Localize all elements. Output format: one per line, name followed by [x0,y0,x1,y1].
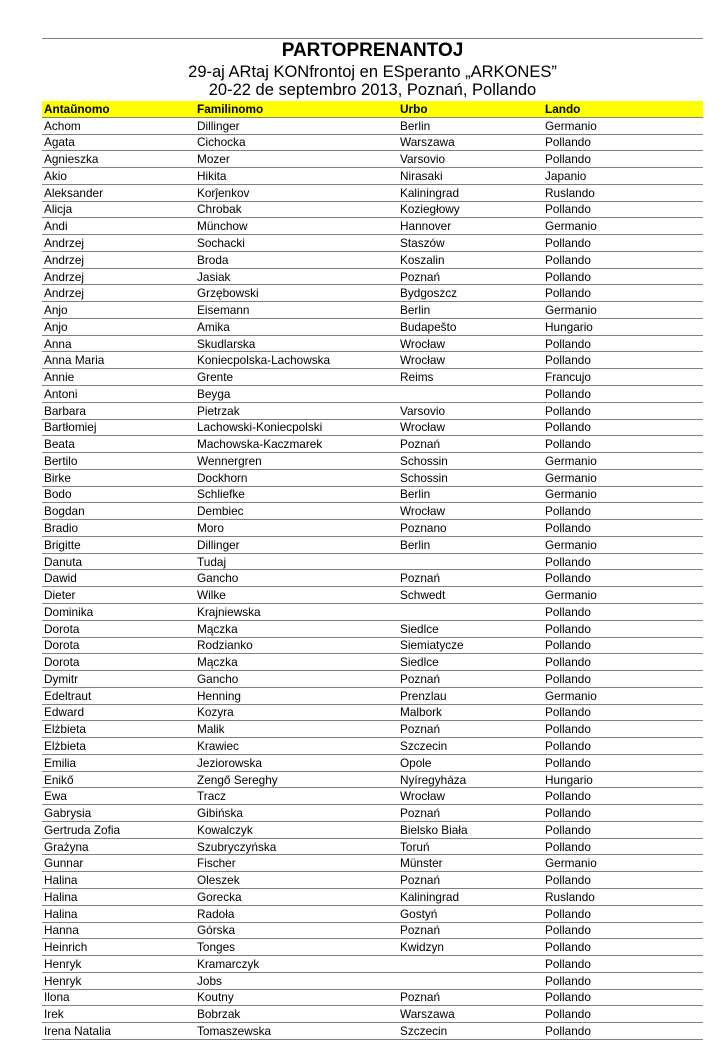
last-name-cell: Beyga [195,386,398,403]
table-row [42,821,703,838]
last-name-cell: Tomaszewska [195,1023,398,1040]
city-cell: Siedlce [398,620,543,637]
first-name-cell: Ilona [42,989,195,1006]
first-name-cell: Andrzej [42,251,195,268]
last-name-cell: Lachowski-Koniecpolski [195,419,398,436]
first-name-cell: Ewa [42,788,195,805]
table-row [42,620,703,637]
first-name-cell: Irek [42,1006,195,1023]
table-row [42,888,703,905]
city-cell: Varsovio [398,402,543,419]
city-cell: Wrocław [398,419,543,436]
city-cell: Siedlce [398,654,543,671]
table-row [42,218,703,235]
last-name-cell: Jobs [195,972,398,989]
table-row [42,738,703,755]
last-name-cell: Gibińska [195,805,398,822]
table-row [42,687,703,704]
country-cell: Germanio [543,687,703,704]
last-name-cell: Pietrzak [195,402,398,419]
last-name-cell: Kozyra [195,704,398,721]
table-row [42,1006,703,1023]
first-name-cell: Halina [42,872,195,889]
country-cell: Hungario [543,318,703,335]
first-name-cell: Anna Maria [42,352,195,369]
last-name-cell: Schliefke [195,486,398,503]
last-name-cell: Dembiec [195,503,398,520]
city-cell [398,972,543,989]
city-cell: Poznań [398,805,543,822]
table-row [42,587,703,604]
last-name-cell: Amika [195,318,398,335]
table-row [42,251,703,268]
top-rule [42,38,703,39]
first-name-cell: Andrzej [42,235,195,252]
country-cell: Pollando [543,671,703,688]
table-row [42,956,703,973]
first-name-cell: Agnieszka [42,151,195,168]
city-cell: Poznań [398,671,543,688]
first-name-cell: Dymitr [42,671,195,688]
country-cell: Pollando [543,134,703,151]
country-cell: Ruslando [543,184,703,201]
city-cell: Schossin [398,469,543,486]
country-cell: Germanio [543,218,703,235]
country-cell: Pollando [543,972,703,989]
table-row [42,201,703,218]
country-cell: Pollando [543,503,703,520]
city-cell: Gostyń [398,905,543,922]
last-name-cell: Dillinger [195,117,398,134]
last-name-cell: Gancho [195,570,398,587]
last-name-cell: Górska [195,922,398,939]
country-cell: Germanio [543,486,703,503]
first-name-cell: Bertilo [42,453,195,470]
first-name-cell: Bradio [42,520,195,537]
city-cell: Poznano [398,520,543,537]
first-name-cell: Hanna [42,922,195,939]
first-name-cell: Edeltraut [42,687,195,704]
country-cell: Japanio [543,168,703,185]
country-cell: Pollando [543,956,703,973]
last-name-cell: Malik [195,721,398,738]
city-cell: Berlin [398,117,543,134]
city-cell: Budapešto [398,318,543,335]
first-name-cell: Henryk [42,972,195,989]
country-cell: Pollando [543,654,703,671]
city-cell: Koszalin [398,251,543,268]
city-cell: Varsovio [398,151,543,168]
participant-rows [42,117,703,1039]
last-name-cell: Eisemann [195,302,398,319]
city-cell: Malbork [398,704,543,721]
table-row [42,486,703,503]
first-name-cell: Barbara [42,402,195,419]
table-row [42,671,703,688]
city-cell: Staszów [398,235,543,252]
last-name-cell: Oleszek [195,872,398,889]
country-cell: Germanio [543,117,703,134]
table-row [42,1023,703,1040]
city-cell: Koziegłowy [398,201,543,218]
city-cell: Szczecin [398,738,543,755]
first-name-cell: Antoni [42,386,195,403]
country-cell: Germanio [543,302,703,319]
city-cell [398,386,543,403]
table-row [42,536,703,553]
last-name-cell: Cichocka [195,134,398,151]
table-row [42,972,703,989]
first-name-cell: Bogdan [42,503,195,520]
city-cell: Nyíregyháza [398,771,543,788]
city-cell: Poznań [398,872,543,889]
country-cell: Pollando [543,201,703,218]
participants-table [42,101,703,1040]
country-cell: Pollando [543,738,703,755]
country-cell: Germanio [543,453,703,470]
country-cell: Hungario [543,771,703,788]
country-cell: Pollando [543,436,703,453]
table-row [42,654,703,671]
last-name-cell: Korĵenkov [195,184,398,201]
last-name-cell: Skudlarska [195,335,398,352]
table-row [42,905,703,922]
first-name-cell: Dawid [42,570,195,587]
city-cell: Berlin [398,536,543,553]
first-name-cell: Brigitte [42,536,195,553]
first-name-cell: Dorota [42,620,195,637]
header-last-name: Familinomo [195,101,398,117]
table-row [42,285,703,302]
table-row [42,989,703,1006]
table-row [42,788,703,805]
last-name-cell: Moro [195,520,398,537]
table-row [42,369,703,386]
first-name-cell: Achom [42,117,195,134]
last-name-cell: Grente [195,369,398,386]
last-name-cell: Jasiak [195,268,398,285]
first-name-cell: Andi [42,218,195,235]
table-row [42,436,703,453]
country-cell: Pollando [543,905,703,922]
first-name-cell: Alicja [42,201,195,218]
country-cell: Pollando [543,838,703,855]
table-row [42,520,703,537]
first-name-cell: Grażyna [42,838,195,855]
last-name-cell: Gancho [195,671,398,688]
first-name-cell: Anjo [42,318,195,335]
country-cell: Pollando [543,419,703,436]
city-cell: Kaliningrad [398,184,543,201]
country-cell: Pollando [543,637,703,654]
country-cell: Pollando [543,721,703,738]
table-row [42,235,703,252]
country-cell: Ruslando [543,888,703,905]
country-cell: Pollando [543,151,703,168]
last-name-cell: Mączka [195,620,398,637]
first-name-cell: Andrzej [42,268,195,285]
first-name-cell: Bartłomiej [42,419,195,436]
country-cell: Pollando [543,235,703,252]
first-name-cell: Beata [42,436,195,453]
last-name-cell: Wennergren [195,453,398,470]
city-cell: Münster [398,855,543,872]
city-cell: Poznań [398,721,543,738]
last-name-cell: Gorecka [195,888,398,905]
city-cell: Prenzlau [398,687,543,704]
table-row [42,771,703,788]
country-cell: Pollando [543,402,703,419]
table-row [42,335,703,352]
country-cell: Pollando [543,603,703,620]
last-name-cell: Koutny [195,989,398,1006]
last-name-cell: Fischer [195,855,398,872]
last-name-cell: Radoła [195,905,398,922]
first-name-cell: Agata [42,134,195,151]
country-cell: Pollando [543,922,703,939]
table-row [42,922,703,939]
country-cell: Pollando [543,268,703,285]
country-cell: Pollando [543,520,703,537]
first-name-cell: Edward [42,704,195,721]
table-row [42,184,703,201]
table-row [42,805,703,822]
city-cell [398,956,543,973]
header-city: Urbo [398,101,543,117]
first-name-cell: Danuta [42,553,195,570]
city-cell: Poznań [398,922,543,939]
first-name-cell: Dieter [42,587,195,604]
city-cell: Berlin [398,486,543,503]
first-name-cell: Elżbieta [42,738,195,755]
table-row [42,754,703,771]
last-name-cell: Bobrzak [195,1006,398,1023]
table-row [42,386,703,403]
last-name-cell: Krajniewska [195,603,398,620]
city-cell: Reims [398,369,543,386]
last-name-cell: Rodzianko [195,637,398,654]
table-row [42,855,703,872]
table-row [42,637,703,654]
event-subtitle: 29-aj ARtaj KONfrontoj en ESperanto „ARKONES” [188,63,557,81]
city-cell: Berlin [398,302,543,319]
table-row [42,117,703,134]
last-name-cell: Dockhorn [195,469,398,486]
city-cell [398,553,543,570]
last-name-cell: Sochacki [195,235,398,252]
first-name-cell: Gertruda Zofia [42,821,195,838]
country-cell: Pollando [543,939,703,956]
header-first-name: Antaŭnomo [42,101,195,117]
event-date-location: 20-22 de septembro 2013, Poznań, Pollando [208,81,537,99]
city-cell: Warszawa [398,1006,543,1023]
city-cell: Schossin [398,453,543,470]
last-name-cell: Krawiec [195,738,398,755]
country-cell: Francujo [543,369,703,386]
first-name-cell: Heinrich [42,939,195,956]
first-name-cell: Gabrysia [42,805,195,822]
country-cell: Pollando [543,1006,703,1023]
city-cell: Hannover [398,218,543,235]
first-name-cell: Irena Natalia [42,1023,195,1040]
last-name-cell: Henning [195,687,398,704]
first-name-cell: Halina [42,905,195,922]
last-name-cell: Tracz [195,788,398,805]
table-row [42,168,703,185]
last-name-cell: Grzębowski [195,285,398,302]
last-name-cell: Kowalczyk [195,821,398,838]
table-header-row [42,101,703,117]
country-cell: Pollando [543,352,703,369]
country-cell: Pollando [543,570,703,587]
country-cell: Pollando [543,872,703,889]
last-name-cell: Münchow [195,218,398,235]
last-name-cell: Jeziorowska [195,754,398,771]
table-row [42,704,703,721]
table-row [42,838,703,855]
city-cell: Bydgoszcz [398,285,543,302]
first-name-cell: Anna [42,335,195,352]
first-name-cell: Akio [42,168,195,185]
table-row [42,553,703,570]
table-row [42,603,703,620]
city-cell: Wrocław [398,335,543,352]
city-cell: Szczecin [398,1023,543,1040]
table-row [42,268,703,285]
last-name-cell: Szubryczyńska [195,838,398,855]
last-name-cell: Kramarczyk [195,956,398,973]
city-cell [398,603,543,620]
city-cell: Poznań [398,436,543,453]
first-name-cell: Andrzej [42,285,195,302]
last-name-cell: Dillinger [195,536,398,553]
city-cell: Poznań [398,989,543,1006]
first-name-cell: Halina [42,888,195,905]
country-cell: Pollando [543,553,703,570]
table-row [42,318,703,335]
city-cell: Kaliningrad [398,888,543,905]
city-cell: Nirasaki [398,168,543,185]
city-cell: Poznań [398,268,543,285]
city-cell: Wrocław [398,503,543,520]
last-name-cell: Zengő Sereghy [195,771,398,788]
document-title: PARTOPRENANTOJ [281,40,464,61]
first-name-cell: Dorota [42,654,195,671]
city-cell: Wrocław [398,352,543,369]
country-cell: Germanio [543,855,703,872]
country-cell: Germanio [543,587,703,604]
city-cell: Poznań [398,570,543,587]
first-name-cell: Annie [42,369,195,386]
last-name-cell: Broda [195,251,398,268]
first-name-cell: Bodo [42,486,195,503]
header-country: Lando [543,101,703,117]
table-row [42,503,703,520]
last-name-cell: Tudaj [195,553,398,570]
last-name-cell: Mączka [195,654,398,671]
country-cell: Pollando [543,704,703,721]
city-cell: Warszawa [398,134,543,151]
table-row [42,453,703,470]
last-name-cell: Tonges [195,939,398,956]
first-name-cell: Anjo [42,302,195,319]
table-row [42,721,703,738]
country-cell: Pollando [543,335,703,352]
table-row [42,469,703,486]
country-cell: Pollando [543,386,703,403]
table-row [42,419,703,436]
last-name-cell: Machowska-Kaczmarek [195,436,398,453]
last-name-cell: Koniecpolska-Lachowska [195,352,398,369]
first-name-cell: Aleksander [42,184,195,201]
country-cell: Pollando [543,821,703,838]
first-name-cell: Birke [42,469,195,486]
country-cell: Pollando [543,620,703,637]
country-cell: Pollando [543,251,703,268]
country-cell: Pollando [543,805,703,822]
table-row [42,402,703,419]
city-cell: Toruń [398,838,543,855]
city-cell: Wrocław [398,788,543,805]
table-row [42,151,703,168]
country-cell: Pollando [543,285,703,302]
table-row [42,302,703,319]
country-cell: Pollando [543,754,703,771]
first-name-cell: Emilia [42,754,195,771]
city-cell: Bielsko Biała [398,821,543,838]
country-cell: Pollando [543,989,703,1006]
city-cell: Kwidzyn [398,939,543,956]
first-name-cell: Henryk [42,956,195,973]
last-name-cell: Hikita [195,168,398,185]
first-name-cell: Dominika [42,603,195,620]
country-cell: Germanio [543,469,703,486]
table-row [42,939,703,956]
last-name-cell: Chrobak [195,201,398,218]
first-name-cell: Gunnar [42,855,195,872]
last-name-cell: Mozer [195,151,398,168]
city-cell: Opole [398,754,543,771]
country-cell: Pollando [543,788,703,805]
first-name-cell: Elżbieta [42,721,195,738]
last-name-cell: Wilke [195,587,398,604]
table-row [42,134,703,151]
city-cell: Siemiatycze [398,637,543,654]
table-row [42,352,703,369]
first-name-cell: Enikő [42,771,195,788]
city-cell: Schwedt [398,587,543,604]
table-row [42,570,703,587]
first-name-cell: Dorota [42,637,195,654]
table-row [42,872,703,889]
country-cell: Pollando [543,1023,703,1040]
country-cell: Germanio [543,536,703,553]
